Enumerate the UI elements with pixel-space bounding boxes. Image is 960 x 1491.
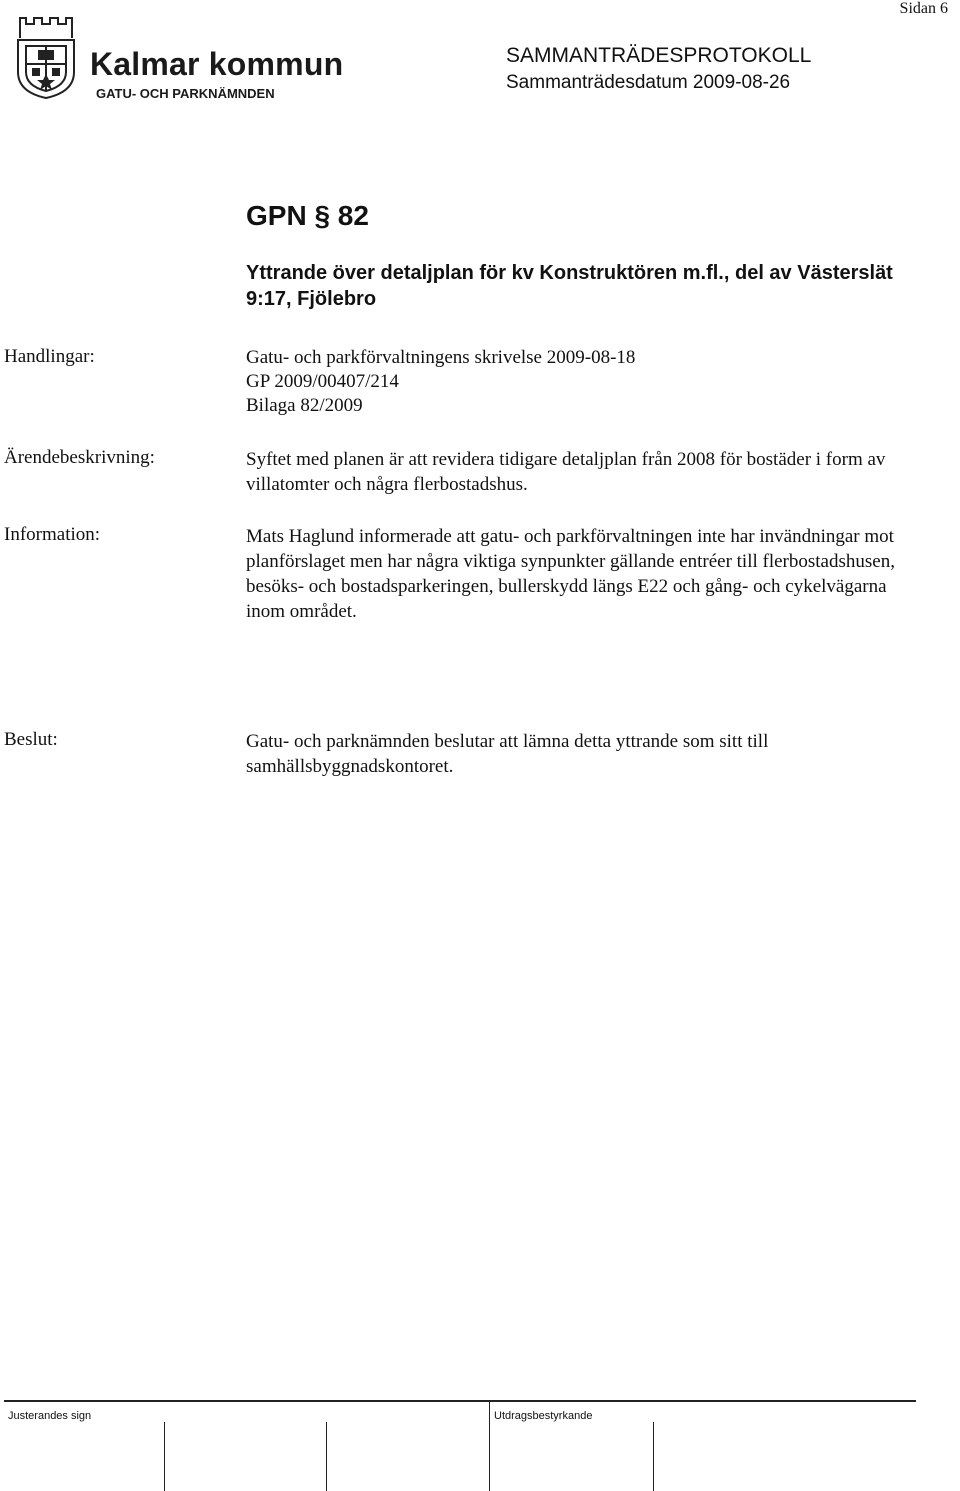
handlingar-label: Handlingar: <box>4 346 95 367</box>
section-title: Yttrande över detaljplan för kv Konstruktören m.fl., del av Västerslät 9:17, Fjölebro <box>246 262 893 310</box>
handlingar-item: GP 2009/00407/214 <box>246 371 399 392</box>
signature-box-divider <box>653 1422 654 1491</box>
protocol-date: Sammanträdesdatum 2009-08-26 <box>506 72 791 93</box>
signature-box-divider <box>164 1422 165 1491</box>
handlingar-item: Gatu- och parkförvaltningens skrivelse 2009-08-18 <box>246 347 636 368</box>
arendebeskrivning-text: Syftet med planen är att revidera tidigare detaljplan från 2008 för bostäder i form av villatomter och några flerbostadshus. <box>246 449 886 495</box>
footer-justerandes-sign-label: Justerandes sign <box>8 1410 92 1422</box>
arendebeskrivning-label: Ärendebeskrivning: <box>4 447 155 468</box>
org-name: Kalmar kommun <box>90 46 344 82</box>
beslut-text: Gatu- och parknämnden beslutar att lämna detta yttrande som sitt till samhällsbyggnadskontoret. <box>246 731 769 777</box>
handlingar-list <box>246 346 926 418</box>
handlingar-item: Bilaga 82/2009 <box>246 395 363 416</box>
information-label: Information: <box>4 524 101 545</box>
footer-divider <box>4 1400 916 1402</box>
paragraph-heading: GPN § 82 <box>246 200 369 231</box>
org-subtitle: GATU- OCH PARKNÄMNDEN <box>96 86 275 101</box>
signature-box-divider <box>326 1422 327 1491</box>
footer-column-divider <box>489 1400 490 1491</box>
beslut-label: Beslut: <box>4 729 58 750</box>
information-text: Mats Haglund informerade att gatu- och parkförvaltningen inte har invändningar mot planförslaget men har några viktiga synpunkter gällande entréer till flerbostadshusen, besöks- och bostadsparkeringen, bullerskydd längs E22 och gång- och cykelvägarna inom området. <box>246 526 895 622</box>
footer-utdragsbestyrkande-label: Utdragsbestyrkande <box>494 1410 593 1422</box>
protocol-title: SAMMANTRÄDESPROTOKOLL <box>506 44 812 67</box>
page-number: Sidan 6 <box>899 0 948 17</box>
